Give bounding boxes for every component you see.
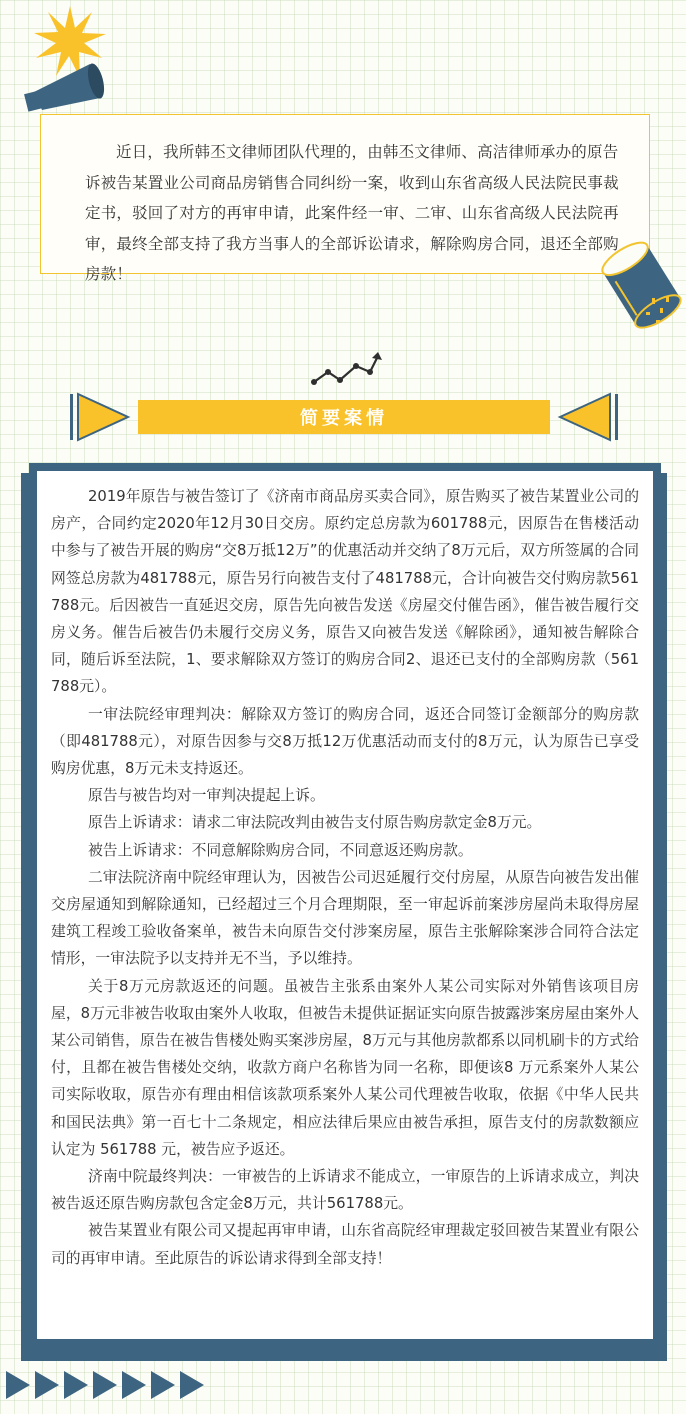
case-paragraph: 关于8万元房款返还的问题。虽被告主张系由案外人某公司实际对外销售该项目房屋，8万元非被告收取由案外人收取，但被告未提供证据证实向原告披露涉案房屋由案外人某公司销售，原告在被告售楼处购买案涉房屋，8万元与其他房款都系以同机刷卡的方式给付，且都在被告售楼处交纳，收款方商户名称皆为同一名称，即便该8 万元系案外人某公司实际收取，原告亦有理由相信该款项系案外人某公司代理被告收取，依据《中华人民共和国民法典》第一百七十二条规定，相应法律后果应由被告承担，原告支付的房款数额应认定为 561788 元，被告应予返还。 <box>51 977 639 1158</box>
play-arrow-icon <box>93 1371 117 1399</box>
play-arrow-icon <box>180 1371 204 1399</box>
intro-text: 近日，我所韩丕文律师团队代理的，由韩丕文律师、高洁律师承办的原告诉被告某置业公司商品房销售合同纠纷一案，收到山东省高级人民法院民事裁定书，驳回了对方的再审申请，此案件经一审、二审、山东省高级人民法院再审，最终全部支持了我方当事人的全部诉讼请求，解除购房合同，退还全部购房款！ <box>85 143 619 283</box>
play-arrow-icon <box>6 1371 30 1399</box>
case-paragraph: 济南中院最终判决：一审被告的上诉请求不能成立，一审原告的上诉请求成立，判决被告返还原告购房款包含定金8万元，共计561788元。 <box>51 1168 639 1213</box>
footer-arrows <box>6 1371 204 1399</box>
case-paragraph: 被告上诉请求：不同意解除购房合同，不同意返还购房款。 <box>88 841 473 859</box>
confetti-can-icon <box>598 238 686 334</box>
play-arrow-icon <box>35 1371 59 1399</box>
case-paragraph: 原告与被告均对一审判决提起上诉。 <box>88 787 325 805</box>
case-paragraph: 原告上诉请求：请求二审法院改判由被告支付原告购房款定金8万元。 <box>88 814 542 832</box>
section-title-bar <box>138 400 550 434</box>
right-arrow-icon <box>556 392 618 442</box>
case-paragraph: 一审法院经审理判决：解除双方签订的购房合同，返还合同签订金额部分的购房款（即481788元），对原告因参与交8万抵12万优惠活动而支付的8万元，认为原告已享受购房优惠，8万元未支持返还。 <box>51 705 639 778</box>
play-arrow-icon <box>64 1371 88 1399</box>
intro-box <box>40 114 650 283</box>
case-paragraph: 2019年原告与被告签订了《济南市商品房买卖合同》，原告购买了被告某置业公司的房产，合同约定2020年12月30日交房。原约定总房款为601788元，因原告在售楼活动中参与了被告开展的购房“交8万抵12万”的优惠活动并交纳了8万元后，双方所签属的合同网签总房款为481788元，原告另行向被告支付了481788元，合计向被告交付购房款561788元。后因被告一直延迟交房，原告先向被告发送《房屋交付催告函》，催告被告履行交房义务。催告后被告仍未履行交房义务，原告又向被告发送《解除函》，通知被告解除合同，随后诉至法院，1、要求解除双方签订的购房合同2、退还已支付的全部购房款（561788元）。 <box>51 488 639 696</box>
case-paragraph: 二审法院济南中院经审理认为，因被告公司迟延履行交付房屋，从原告向被告发出催交房屋通知到解除通知，已经超过三个月合理期限，至一审起诉前案涉房屋尚未取得房屋建筑工程竣工验收备案单，被告未向原告交付涉案房屋，原告主张解除案涉合同符合法定情形，一审法院予以支持并无不当，予以维持。 <box>51 868 639 968</box>
section-title: 简要案情 <box>300 408 388 429</box>
play-arrow-icon <box>151 1371 175 1399</box>
case-content <box>37 471 653 1339</box>
trend-line-icon <box>308 350 382 390</box>
case-paragraph: 被告某置业有限公司又提起再审申请，山东省高院经审理裁定驳回被告某置业有限公司的再审申请。至此原告的诉讼请求得到全部支持！ <box>51 1222 639 1267</box>
play-arrow-icon <box>122 1371 146 1399</box>
left-arrow-icon <box>70 392 132 442</box>
megaphone-icon <box>20 58 116 118</box>
